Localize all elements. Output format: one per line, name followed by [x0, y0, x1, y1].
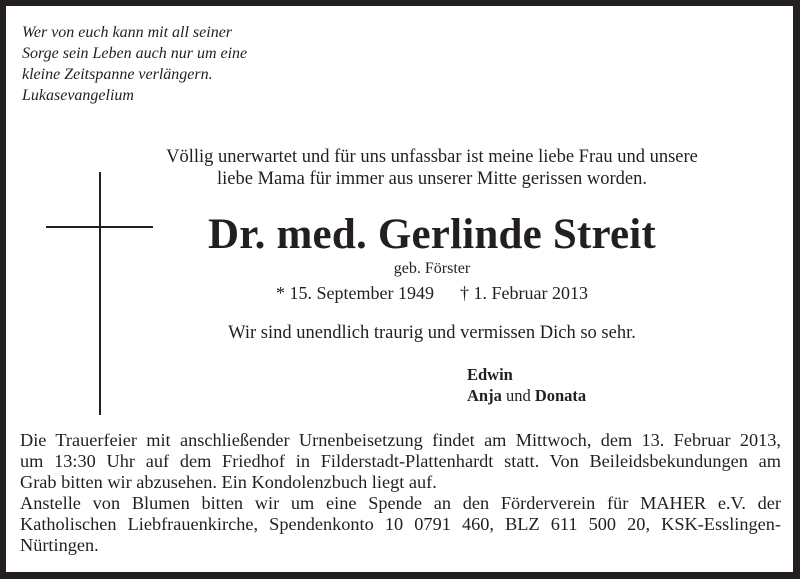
- quote-line: Sorge sein Leben auch nur um eine: [22, 45, 248, 62]
- intro-text: [132, 146, 732, 190]
- donation-line: Anstelle von Blumen bitten wir um eine Spende an den Förderverein für MAHER e.V. der: [20, 493, 781, 513]
- bible-quote: [22, 22, 247, 106]
- birth-date: * 15. September 1949: [276, 283, 434, 303]
- maiden-name: geb. Förster: [393, 260, 471, 277]
- intro-line: Völlig unerwartet und für uns unfassbar ist meine liebe Frau und unsere: [166, 147, 698, 167]
- donation-line: Nürtingen.: [20, 535, 99, 555]
- life-dates: [132, 282, 732, 304]
- quote-source: Lukasevangelium: [22, 87, 134, 104]
- signers: [467, 364, 586, 406]
- death-date: † 1. Februar 2013: [460, 283, 588, 303]
- donation-line: Katholischen Liebfrauenkirche, Spendenkonto 10 0791 460, BLZ 611 500 20, KSK-Esslingen-: [20, 514, 781, 534]
- quote-line: Wer von euch kann mit all seiner: [22, 24, 233, 41]
- deceased-name: Dr. med. Gerlinde Streit: [208, 211, 656, 258]
- signer-anja: Anja: [467, 386, 502, 405]
- notice-line: Grab bitten wir abzusehen. Ein Kondolenzbuch liegt auf.: [20, 472, 437, 492]
- quote-line: kleine Zeitspanne verlängern.: [22, 66, 213, 83]
- notice-line: Die Trauerfeier mit anschließender Urnenbeisetzung findet am Mittwoch, dem 13. Februar 2013,: [20, 430, 781, 450]
- sorrow-line: Wir sind unendlich traurig und vermissen Dich so sehr.: [228, 323, 636, 343]
- signer-donata: Donata: [534, 386, 587, 405]
- notice-line: um 13:30 Uhr auf dem Friedhof in Filderstadt-Plattenhardt statt. Von Beileidsbekundungen am: [20, 451, 781, 471]
- funeral-notice: [20, 430, 781, 556]
- signer-edwin: Edwin: [467, 365, 513, 384]
- signer-conjunction: und: [501, 386, 535, 405]
- cross-vertical-bar: [99, 172, 101, 415]
- intro-line: liebe Mama für immer aus unserer Mitte gerissen worden.: [217, 169, 647, 189]
